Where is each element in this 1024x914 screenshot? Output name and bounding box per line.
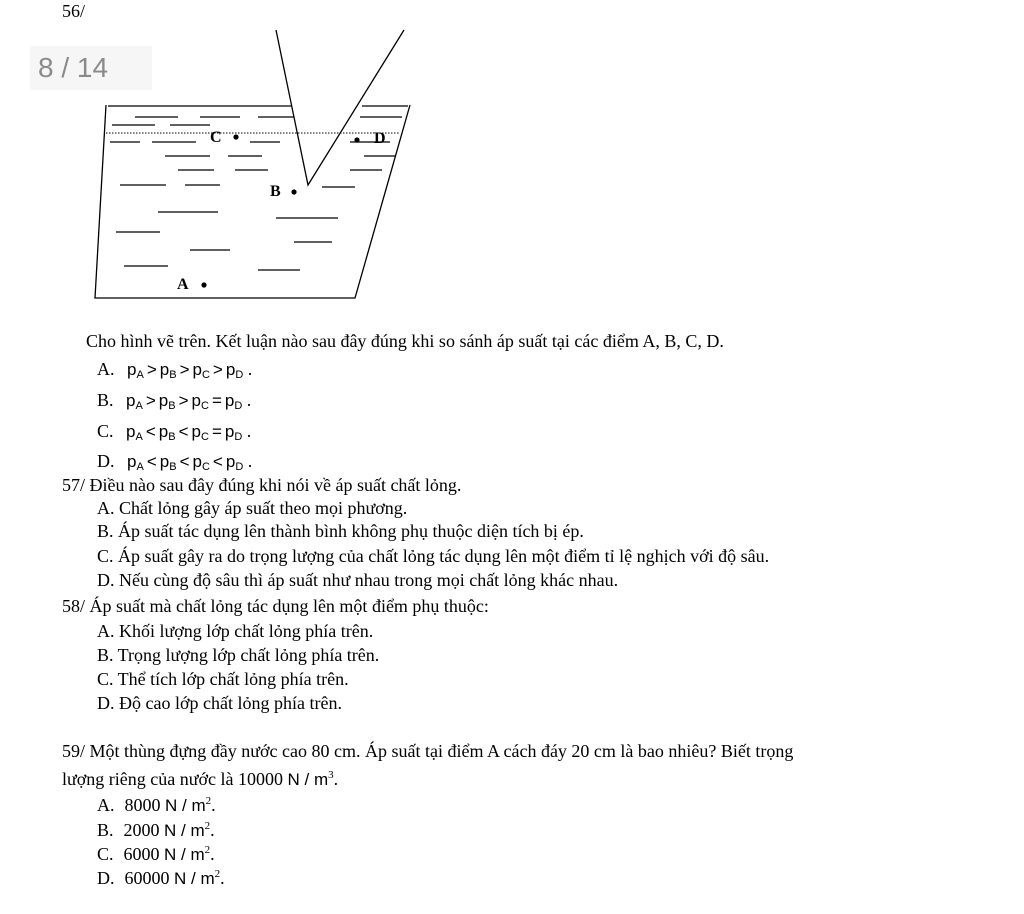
question-57-option: B. Áp suất tác dụng lên thành bình không phụ thuộc diện tích bị ép. <box>97 521 584 541</box>
pressure-subscript: D <box>234 400 243 412</box>
option-letter: D. <box>97 868 115 888</box>
option-unit: N / m <box>164 821 205 840</box>
question-59-option <box>97 839 215 866</box>
option-value: 60000 <box>124 868 174 888</box>
option-unit: N / m <box>165 796 206 815</box>
option-period: . <box>210 844 215 864</box>
option-letter: A. <box>97 359 119 379</box>
point-c-label: C <box>210 129 222 146</box>
page-indicator: 8 / 14 <box>30 46 152 90</box>
pressure-symbol: p <box>191 391 201 410</box>
question-59-option <box>97 790 216 817</box>
pressure-subscript: A <box>136 461 144 473</box>
option-unit: N / m <box>164 845 205 864</box>
pressure-subscript: D <box>234 431 243 443</box>
relation-sign: < <box>179 452 190 471</box>
question-56-stem: Cho hình vẽ trên. Kết luận nào sau đây đúng khi so sánh áp suất tại các điểm A, B, C, D. <box>86 331 724 351</box>
option-period: . <box>243 451 253 471</box>
option-value: 2000 <box>123 820 165 840</box>
option-unit: N / m <box>174 869 215 888</box>
relation-sign: > <box>179 360 190 379</box>
pressure-symbol: p <box>224 391 235 410</box>
pressure-symbol: p <box>191 422 201 441</box>
question-56-number: 56/ <box>62 1 86 21</box>
option-unit-exponent: 2 <box>214 868 221 880</box>
option-letter: C. <box>97 844 114 864</box>
vessel-outline <box>95 105 410 298</box>
question-58-option: D. Độ cao lớp chất lỏng phía trên. <box>97 693 342 713</box>
relation-sign: > <box>212 360 223 379</box>
option-period: . <box>210 820 215 840</box>
pressure-symbol: p <box>158 422 169 441</box>
question-59-stem-end: . <box>333 769 339 789</box>
point-c-dot <box>233 134 238 139</box>
point-a-label: A <box>177 276 189 293</box>
option-letter: C. <box>97 421 119 441</box>
pressure-symbol: p <box>224 422 235 441</box>
relation-sign: < <box>145 422 156 441</box>
question-59-stem-unit: N / m <box>287 770 329 789</box>
pressure-subscript: D <box>235 461 244 473</box>
question-57-stem: 57/ Điều nào sau đây đúng khi nói về áp suất chất lỏng. <box>62 475 462 495</box>
option-letter: A. <box>97 795 115 815</box>
pressure-symbol: p <box>192 452 202 471</box>
question-58-stem: 58/ Áp suất mà chất lỏng tác dụng lên một điểm phụ thuộc: <box>62 596 489 616</box>
pressure-symbol: p <box>159 452 170 471</box>
question-58-option: A. Khối lượng lớp chất lỏng phía trên. <box>97 621 374 641</box>
relation-sign: = <box>211 391 222 410</box>
point-b-label: B <box>270 183 281 200</box>
question-58-option: C. Thể tích lớp chất lỏng phía trên. <box>97 669 349 689</box>
question-59-option <box>97 815 215 842</box>
option-period: . <box>211 795 216 815</box>
option-unit-exponent: 2 <box>204 844 211 856</box>
question-56-option <box>97 358 252 386</box>
pressure-subscript: B <box>168 400 176 412</box>
option-period: . <box>243 359 253 379</box>
relation-sign: = <box>211 422 222 441</box>
option-letter: B. <box>97 820 114 840</box>
funnel-outline <box>276 30 404 185</box>
water-hatching <box>108 106 408 270</box>
pressure-subscript: A <box>135 431 143 443</box>
question-59-option <box>97 863 225 890</box>
question-57-option: C. Áp suất gây ra do trọng lượng của chất lỏng tác dụng lên một điểm tỉ lệ nghịch với độ sâu. <box>97 546 770 566</box>
relation-sign: < <box>212 452 223 471</box>
relation-sign: < <box>146 452 157 471</box>
option-letter: B. <box>97 390 119 410</box>
pressure-symbol: p <box>225 452 236 471</box>
question-56-option <box>97 420 251 448</box>
option-unit-exponent: 2 <box>204 820 211 832</box>
option-letter: D. <box>97 451 119 471</box>
question-59-stem-line1: 59/ Một thùng đựng đầy nước cao 80 cm. Áp suất tại điểm A cách đáy 20 cm là bao nhiêu? Biết trọng <box>62 741 794 761</box>
point-d-label: D <box>374 130 386 147</box>
pressure-subscript: A <box>135 400 143 412</box>
relation-sign: < <box>178 422 189 441</box>
option-period: . <box>220 868 225 888</box>
question-59-stem-text: lượng riêng của nước là 10000 <box>62 769 283 789</box>
pressure-symbol: p <box>158 391 169 410</box>
option-period: . <box>242 390 252 410</box>
pressure-symbol: p <box>159 360 170 379</box>
pressure-subscript: C <box>201 369 210 381</box>
pressure-symbol: p <box>127 452 137 471</box>
pressure-subscript: C <box>201 461 210 473</box>
relation-sign: > <box>145 391 156 410</box>
question-59-stem-line2 <box>62 764 338 791</box>
pressure-subscript: B <box>169 369 177 381</box>
point-a-dot <box>201 282 206 287</box>
pressure-subscript: A <box>136 369 144 381</box>
question-59-unit-exponent: 3 <box>328 769 334 781</box>
pressure-symbol: p <box>126 422 136 441</box>
option-period: . <box>242 421 252 441</box>
point-d-dot <box>354 137 359 142</box>
question-57-option: D. Nếu cùng độ sâu thì áp suất như nhau trong mọi chất lỏng khác nhau. <box>97 570 619 590</box>
question-56-option <box>97 389 251 417</box>
pressure-subscript: C <box>200 431 209 443</box>
relation-sign: > <box>146 360 157 379</box>
pressure-symbol: p <box>126 391 136 410</box>
pressure-subscript: D <box>235 369 244 381</box>
pressure-symbol: p <box>127 360 137 379</box>
question-58-option: B. Trọng lượng lớp chất lỏng phía trên. <box>97 645 380 665</box>
question-57-option: A. Chất lỏng gây áp suất theo mọi phương. <box>97 498 408 518</box>
option-unit-exponent: 2 <box>205 795 212 807</box>
pressure-subscript: B <box>168 431 176 443</box>
pressure-subscript: C <box>200 400 209 412</box>
relation-sign: > <box>178 391 189 410</box>
pressure-subscript: B <box>169 461 177 473</box>
pressure-symbol: p <box>192 360 202 379</box>
pressure-symbol: p <box>225 360 236 379</box>
option-value: 8000 <box>124 795 165 815</box>
option-value: 6000 <box>123 844 165 864</box>
point-b-dot <box>291 189 296 194</box>
